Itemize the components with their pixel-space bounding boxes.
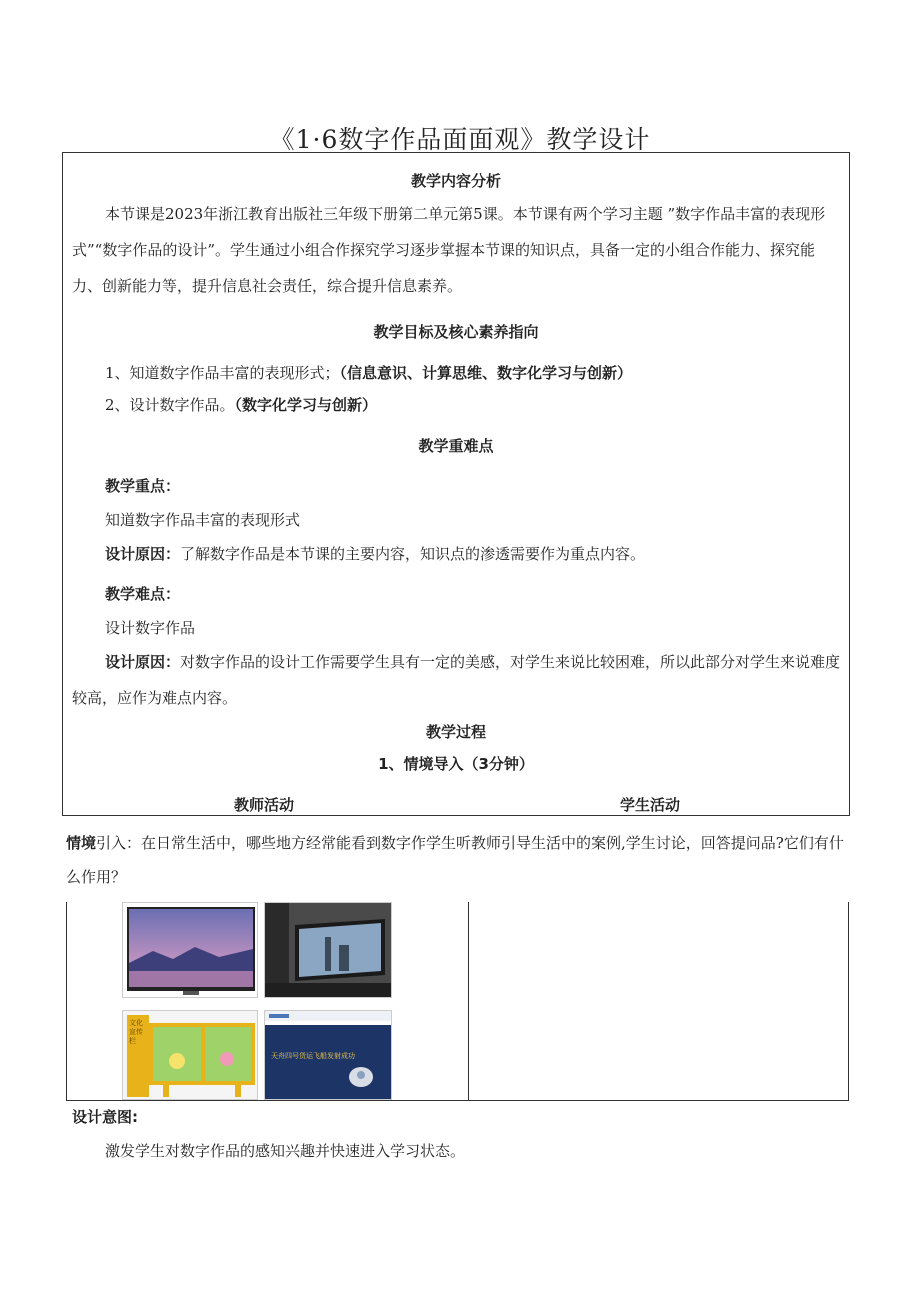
website-banner-image	[264, 1010, 392, 1100]
difficult-text: 设计数字作品	[105, 619, 196, 637]
document-title: 《1·6数字作品面面观》教学设计	[269, 125, 651, 154]
goal-2-text: 2、设计数字作品。	[105, 396, 235, 414]
process-heading: 教学过程	[425, 723, 486, 741]
student-activity-header: 学生活动	[620, 796, 681, 814]
building-screen-image	[264, 902, 392, 998]
goal-2	[105, 387, 845, 423]
bulletin-board-image	[122, 1010, 258, 1100]
content-analysis-heading: 教学内容分析	[410, 172, 501, 190]
content-analysis-paragraph: 本节课是2023年浙江教育出版社三年级下册第二单元第5课。本节课有两个学习主题 ”数字作品丰富的表现形式”“数字作品的设计”。学生通过小组合作探究学习逐步掌握本节课的知识点，具备一定的小组合作能力、探究能力、创新能力等，提升信息社会责任，综合提升信息素养。	[72, 205, 826, 295]
design-intent-text: 激发学生对数字作品的感知兴趣并快速进入学习状态。	[105, 1142, 466, 1160]
tv-image	[122, 902, 258, 998]
key-reason	[105, 536, 845, 572]
building-screen-illustration	[265, 903, 392, 998]
difficult-reason	[72, 644, 844, 716]
table-left-border	[66, 902, 67, 1100]
intro-label: 情境	[66, 834, 97, 852]
banner-headline: 天舟四号货运飞船发射成功	[271, 1052, 355, 1060]
goal-1-tag: （信息意识、计算思维、数字化学习与创新）	[339, 364, 633, 382]
goal-2-tag: （数字化学习与创新）	[234, 396, 378, 414]
difficult-reason-text: 对数字作品的设计工作需要学生具有一定的美感，对学生来说比较困难，所以此部分对学生来说难度较高，应作为难点内容。	[72, 653, 841, 707]
key-difficult-heading: 教学重难点	[418, 437, 494, 455]
goal-1-text: 1、知道数字作品丰富的表现形式；	[105, 364, 340, 382]
key-reason-text: 了解数字作品是本节课的主要内容，知识点的渗透需要作为重点内容。	[180, 545, 646, 563]
intro-text: 引入：在日常生活中，哪些地方经常能看到数字作学生听教师引导生活中的案例,学生讨论，回答提问品?它们有什么作用？	[66, 834, 844, 886]
goals-heading: 教学目标及核心素养指向	[373, 323, 539, 341]
tv-illustration	[123, 903, 258, 998]
design-intent-label: 设计意图:	[72, 1108, 138, 1126]
teacher-activity-header: 教师活动	[234, 796, 295, 814]
goal-1	[105, 355, 845, 391]
table-right-border	[848, 902, 849, 1100]
key-text: 知道数字作品丰富的表现形式	[105, 511, 301, 529]
difficult-label: 教学难点：	[105, 585, 181, 603]
bulletin-sign-label: 文化宣传栏	[129, 1019, 143, 1045]
difficult-reason-label: 设计原因：	[105, 653, 181, 671]
key-reason-label: 设计原因：	[105, 545, 181, 563]
table-bottom-border	[66, 1100, 849, 1101]
step-1-heading: 1、情境导入（3分钟）	[378, 755, 534, 773]
key-label: 教学重点：	[105, 477, 181, 495]
intro-paragraph	[66, 826, 846, 894]
table-mid-border	[468, 902, 469, 1100]
